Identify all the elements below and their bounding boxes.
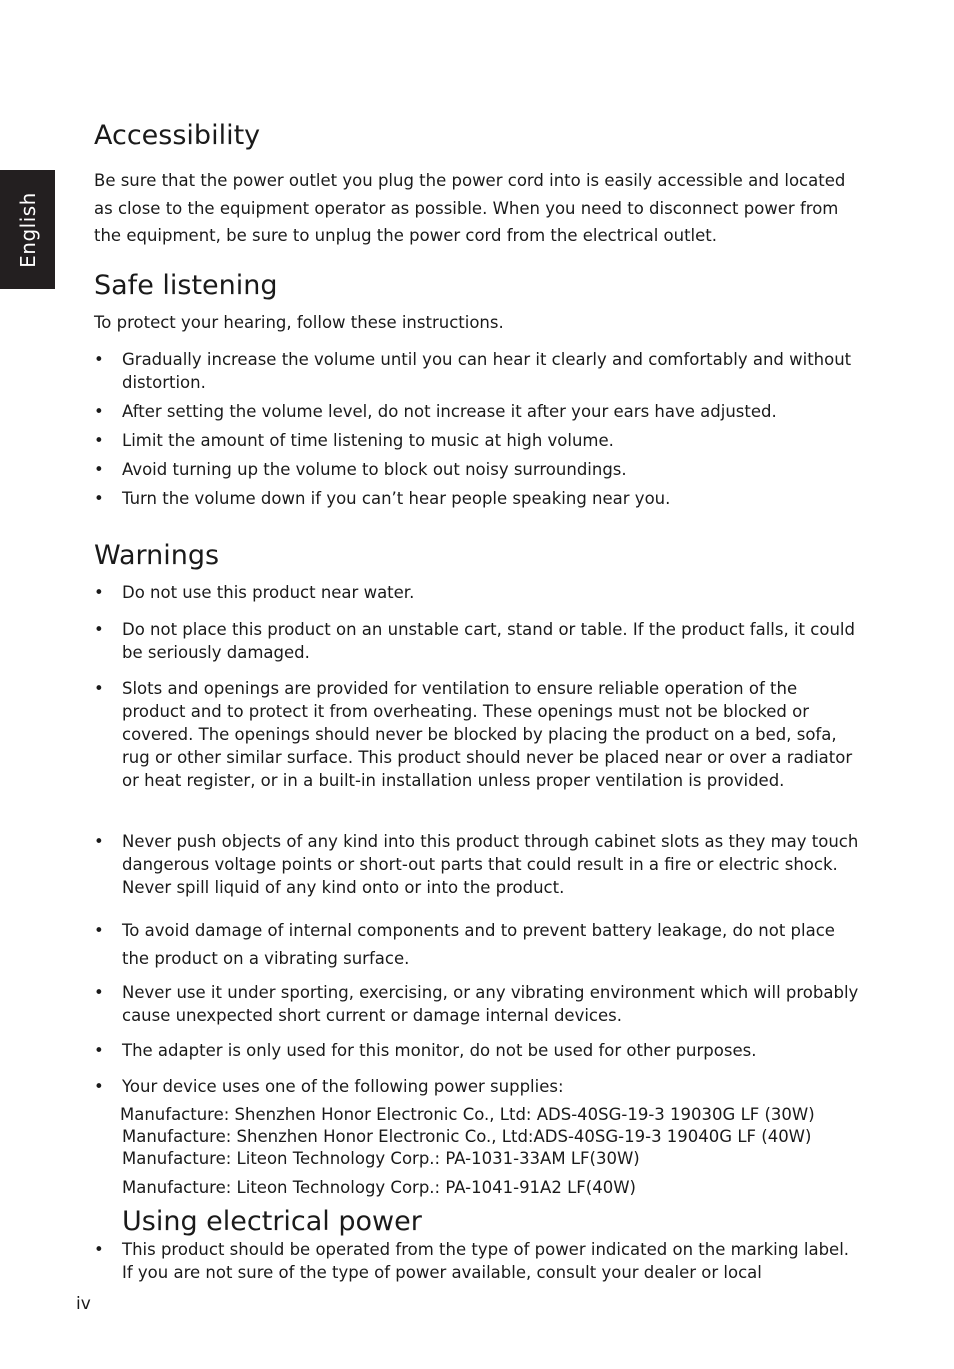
- page-number: iv: [76, 1294, 91, 1314]
- bullet: •: [94, 620, 104, 639]
- heading-safe-listening: Safe listening: [94, 270, 278, 301]
- bullet: •: [94, 402, 104, 421]
- list-item-text: Your device uses one of the following power supplies:: [122, 1077, 564, 1096]
- bullet: •: [94, 431, 104, 450]
- list-item: [94, 917, 864, 973]
- list-item: [94, 487, 864, 510]
- bullet: •: [94, 983, 104, 1002]
- list-item-text: The adapter is only used for this monitor, do not be used for other purposes.: [122, 1041, 757, 1060]
- list-item-text: Slots and openings are provided for ventilation to ensure reliable operation of the product and to protect it from overheating. These openings must not be blocked or covered. The openings should never be blocked by placing the product on a bed, sofa, rug or other similar surface. This product should never be placed near or over a radiator or heat register, or in a built-in installation unless proper ventilation is provided.: [122, 679, 853, 790]
- list-item-text: Never use it under sporting, exercising, or any vibrating environment which will probably cause unexpected short current or damage internal devices.: [122, 983, 859, 1025]
- language-tab-label: English: [15, 191, 40, 268]
- list-item: [94, 981, 864, 1027]
- bullet: •: [94, 583, 104, 602]
- list-item-text: To avoid damage of internal components and to prevent battery leakage, do not place the product on a vibrating surface.: [122, 921, 835, 968]
- list-item-text: Do not use this product near water.: [122, 583, 415, 602]
- accessibility-body: Be sure that the power outlet you plug the power cord into is easily accessible and located as close to the equipment operator as possible. When you need to disconnect power from the equipment, be sure to unplug the power cord from the electrical outlet.: [94, 171, 846, 245]
- bullet: •: [94, 1077, 104, 1096]
- list-item-text: This product should be operated from the type of power indicated on the marking label. If you are not sure of the type of power available, consult your dealer or local: [122, 1240, 850, 1282]
- heading-warnings: Warnings: [94, 540, 220, 571]
- bullet: •: [94, 1240, 104, 1259]
- list-item: [94, 1075, 864, 1098]
- bullet: •: [94, 489, 104, 508]
- bullet: •: [94, 679, 104, 698]
- list-item: [94, 830, 864, 899]
- list-item: [94, 400, 864, 423]
- heading-using-electrical-power: Using electrical power: [122, 1206, 422, 1237]
- list-item: [94, 348, 864, 394]
- list-item-text: After setting the volume level, do not increase it after your ears have adjusted.: [122, 402, 777, 421]
- list-item-text: Do not place this product on an unstable cart, stand or table. If the product falls, it could be seriously damaged.: [122, 620, 855, 662]
- bullet: •: [94, 460, 104, 479]
- list-item-text: Turn the volume down if you can’t hear people speaking near you.: [122, 489, 671, 508]
- list-item: [94, 458, 864, 481]
- safe-listening-intro: To protect your hearing, follow these instructions.: [94, 313, 504, 332]
- bullet: •: [94, 832, 104, 851]
- heading-accessibility: Accessibility: [94, 120, 261, 151]
- list-item: [94, 1238, 864, 1284]
- list-item-text: Avoid turning up the volume to block out noisy surroundings.: [122, 460, 627, 479]
- list-item: [94, 429, 864, 452]
- power-supply-line: Manufacture: Liteon Technology Corp.: PA-1041-91A2 LF(40W): [122, 1178, 636, 1197]
- language-tab: [0, 170, 55, 289]
- power-supply-line: Manufacture: Shenzhen Honor Electronic Co., Ltd:ADS-40SG-19-3 19040G LF (40W): [122, 1127, 812, 1146]
- list-item: [94, 677, 864, 792]
- list-item-text: Limit the amount of time listening to music at high volume.: [122, 431, 614, 450]
- list-item: [94, 581, 864, 604]
- power-supply-line: Manufacture: Liteon Technology Corp.: PA-1031-33AM LF(30W): [122, 1149, 640, 1168]
- power-supply-line: Manufacture: Shenzhen Honor Electronic Co., Ltd: ADS-40SG-19-3 19030G LF (30W): [120, 1105, 815, 1124]
- bullet: •: [94, 1041, 104, 1060]
- bullet: •: [94, 350, 104, 369]
- list-item-text: Gradually increase the volume until you can hear it clearly and comfortably and without distortion.: [122, 350, 852, 392]
- list-item-text: Never push objects of any kind into this product through cabinet slots as they may touch dangerous voltage points or short-out parts that could result in a fire or electric shock. Never spill liquid of any kind onto or into the product.: [122, 832, 859, 897]
- list-item: [94, 1039, 864, 1062]
- bullet: •: [94, 921, 104, 940]
- list-item: [94, 618, 864, 664]
